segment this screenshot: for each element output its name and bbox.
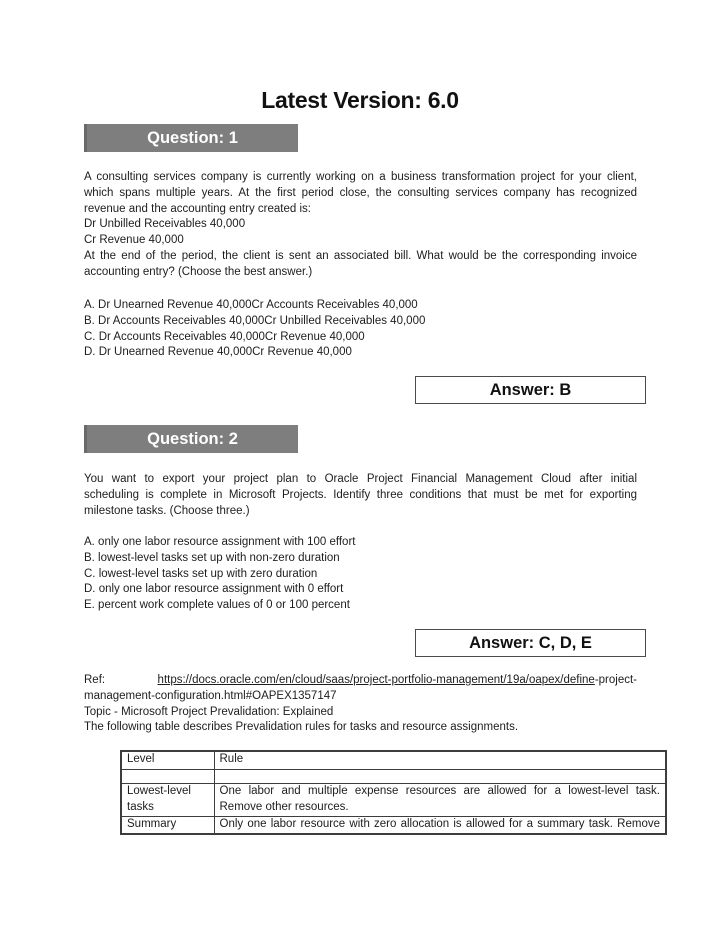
table-cell-empty bbox=[121, 770, 214, 784]
rule-line: Remove other resources. bbox=[219, 800, 349, 813]
option-c: C. Dr Accounts Receivables 40,000Cr Revenue 40,000 bbox=[84, 330, 365, 343]
question-2-options bbox=[84, 535, 637, 614]
rule-line: One labor and multiple expense resources are allowed for a lowest-level task. bbox=[219, 785, 660, 797]
prevalidation-table bbox=[120, 750, 667, 835]
table-cell-rule bbox=[214, 817, 666, 834]
question-1-options bbox=[84, 298, 637, 361]
body-line: which spans multiple years. At the first period close, the consulting services company has recognized bbox=[84, 186, 637, 199]
table-cell-level: Lowest-level tasks bbox=[121, 784, 214, 817]
body-line: A consulting services company is currently working on a business transformation project for your client, bbox=[84, 171, 637, 183]
table-row-lowest-level bbox=[121, 784, 666, 817]
table-empty-row bbox=[121, 770, 666, 784]
option-c: C. lowest-level tasks set up with zero duration bbox=[84, 567, 318, 580]
table-header-level: Level bbox=[121, 751, 214, 770]
table-cell-empty bbox=[214, 770, 666, 784]
question-2-body bbox=[84, 472, 637, 519]
table-header-rule: Rule bbox=[214, 751, 666, 770]
body-line: At the end of the period, the client is sent an associated bill. What would be the corresponding invoice bbox=[84, 249, 637, 262]
option-a: A. Dr Unearned Revenue 40,000Cr Accounts Receivables 40,000 bbox=[84, 299, 418, 311]
option-b: B. lowest-level tasks set up with non-zero duration bbox=[84, 551, 340, 564]
table-cell-rule bbox=[214, 784, 666, 817]
table-cell-level: Summary bbox=[121, 817, 214, 834]
question-1-answer-box: Answer: B bbox=[415, 376, 646, 404]
question-1-banner: Question: 1 bbox=[84, 124, 298, 152]
body-line: You want to export your project plan to Oracle Project Financial Management Cloud after initial bbox=[84, 473, 637, 485]
reference-block bbox=[84, 673, 637, 736]
option-d: D. Dr Unearned Revenue 40,000Cr Revenue 40,000 bbox=[84, 346, 352, 359]
option-b: B. Dr Accounts Receivables 40,000Cr Unbilled Receivables 40,000 bbox=[84, 314, 426, 327]
body-line: accounting entry? (Choose the best answer.) bbox=[84, 265, 313, 278]
rule-line: Only one labor resource with zero allocation is allowed for a summary task. Remove bbox=[219, 818, 660, 830]
topic-line: Topic - Microsoft Project Prevalidation: Explained bbox=[84, 705, 334, 718]
ref-line bbox=[84, 673, 637, 689]
question-2-banner: Question: 2 bbox=[84, 425, 298, 453]
option-d: D. only one labor resource assignment with 0 effort bbox=[84, 583, 344, 596]
ref-link-tail: -project- bbox=[594, 674, 637, 686]
ref-link[interactable]: https://docs.oracle.com/en/cloud/saas/project-portfolio-management/19a/oapex/define bbox=[157, 674, 595, 686]
body-line: Dr Unbilled Receivables 40,000 bbox=[84, 218, 246, 231]
question-1-body bbox=[84, 170, 637, 280]
body-line: milestone tasks. (Choose three.) bbox=[84, 504, 250, 517]
table-intro-line: The following table describes Prevalidation rules for tasks and resource assignments. bbox=[84, 721, 519, 734]
body-line: scheduling is complete in Microsoft Projects. Identify three conditions that must be met for exporting bbox=[84, 488, 637, 501]
body-line: Cr Revenue 40,000 bbox=[84, 234, 184, 246]
ref-line-2: management-configuration.html#OAPEX1357147 bbox=[84, 689, 337, 702]
ref-label: Ref: bbox=[84, 674, 106, 686]
option-e: E. percent work complete values of 0 or 100 percent bbox=[84, 599, 350, 611]
table-row-summary bbox=[121, 817, 666, 834]
option-a: A. only one labor resource assignment with 100 effort bbox=[84, 536, 356, 548]
table-header-row bbox=[121, 751, 666, 770]
body-line: revenue and the accounting entry created is: bbox=[84, 202, 311, 215]
question-2-answer-box: Answer: C, D, E bbox=[415, 629, 646, 657]
page-title: Latest Version: 6.0 bbox=[261, 87, 459, 113]
